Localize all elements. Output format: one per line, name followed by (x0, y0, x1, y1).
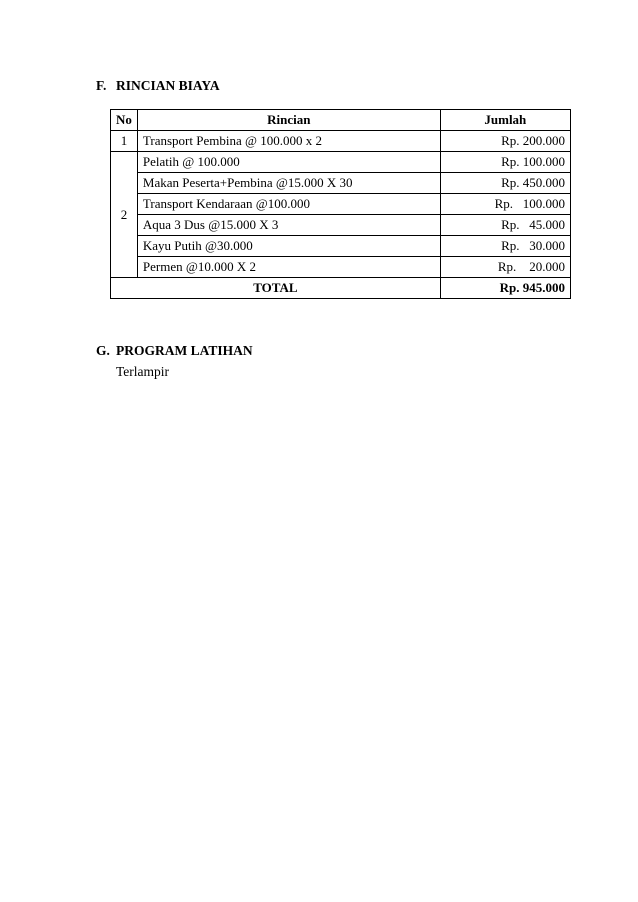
section-f-title: RINCIAN BIAYA (116, 78, 220, 93)
section-g-title: PROGRAM LATIHAN (116, 343, 253, 358)
row-no: 1 (111, 131, 138, 152)
table-total-row (111, 278, 571, 299)
header-no: No (111, 110, 138, 131)
section-g-body: Terlampir (116, 364, 170, 379)
row-jumlah: Rp. 200.000 (440, 131, 570, 152)
row-rincian: Transport Pembina @ 100.000 x 2 (137, 131, 440, 152)
total-amount: Rp. 945.000 (440, 278, 570, 299)
table-row (111, 215, 571, 236)
table-row (111, 194, 571, 215)
row-rincian: Makan Peserta+Pembina @15.000 X 30 (137, 173, 440, 194)
header-rincian: Rincian (137, 110, 440, 131)
section-f-letter: F. (96, 78, 107, 93)
table-row (111, 152, 571, 173)
row-no: 2 (111, 152, 138, 278)
table-row (111, 131, 571, 152)
row-jumlah: Rp. 450.000 (440, 173, 570, 194)
row-jumlah: Rp. 100.000 (440, 194, 570, 215)
header-jumlah: Jumlah (440, 110, 570, 131)
rincian-biaya-table (110, 109, 571, 299)
row-jumlah: Rp. 100.000 (440, 152, 570, 173)
total-label: TOTAL (111, 278, 441, 299)
row-rincian: Aqua 3 Dus @15.000 X 3 (137, 215, 440, 236)
table-row (111, 257, 571, 278)
table-row (111, 236, 571, 257)
section-g-heading (96, 343, 253, 359)
table-row (111, 173, 571, 194)
row-rincian: Transport Kendaraan @100.000 (137, 194, 440, 215)
row-rincian: Pelatih @ 100.000 (137, 152, 440, 173)
section-f-heading (96, 78, 220, 94)
table-header-row (111, 110, 571, 131)
section-g-letter: G. (96, 343, 110, 358)
row-jumlah: Rp. 20.000 (440, 257, 570, 278)
row-rincian: Kayu Putih @30.000 (137, 236, 440, 257)
row-rincian: Permen @10.000 X 2 (137, 257, 440, 278)
row-jumlah: Rp. 30.000 (440, 236, 570, 257)
row-jumlah: Rp. 45.000 (440, 215, 570, 236)
